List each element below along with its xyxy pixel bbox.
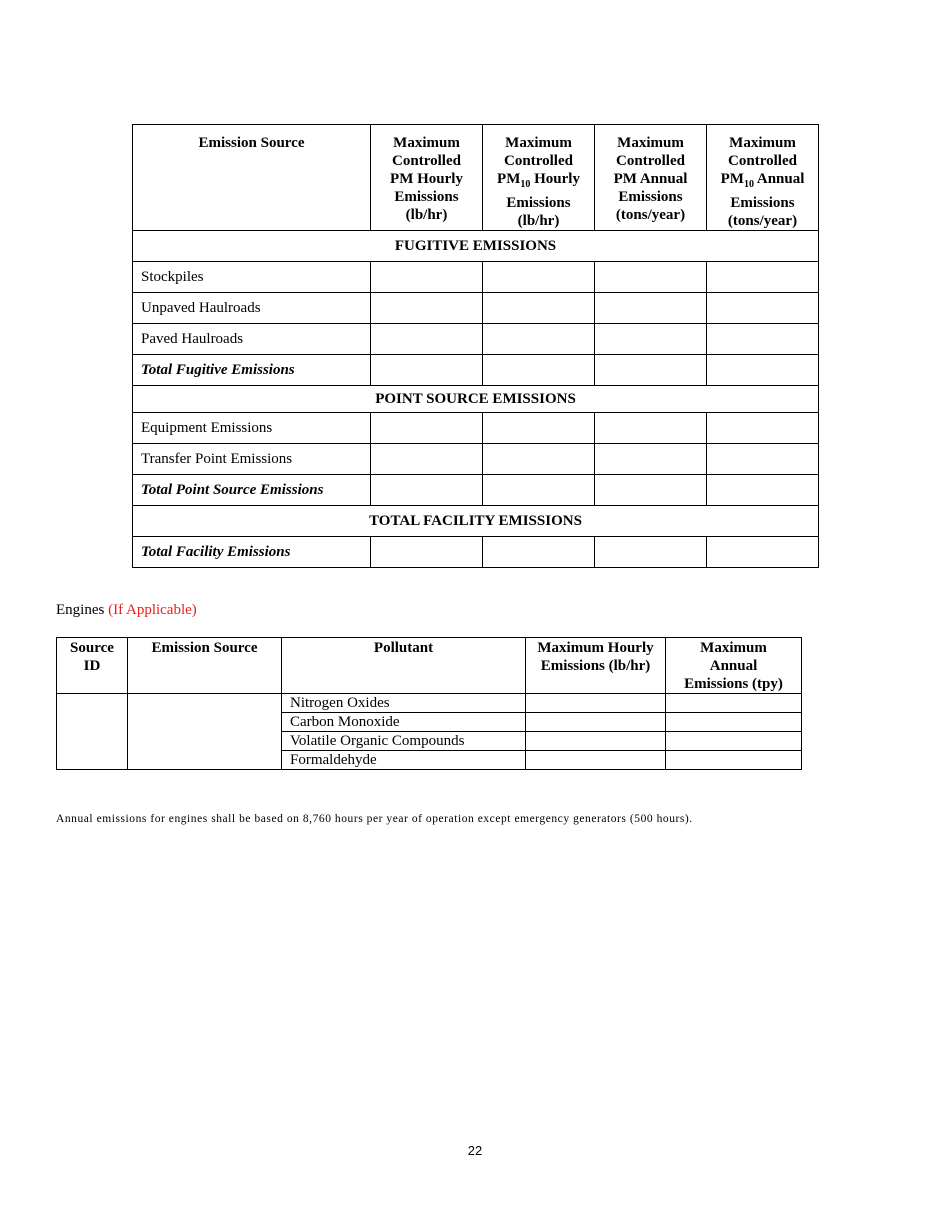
value-cell [595, 324, 707, 355]
value-cell [371, 293, 483, 324]
pollutant-cell: Carbon Monoxide [282, 713, 526, 732]
value-cell [371, 444, 483, 475]
value-cell [371, 355, 483, 386]
summary-header-row [133, 125, 819, 231]
header-line: Hourly [530, 171, 580, 187]
value-cell [371, 537, 483, 568]
value-cell [526, 713, 666, 732]
header-emission-source: Emission Source [128, 638, 282, 694]
value-cell [526, 732, 666, 751]
value-cell [707, 262, 819, 293]
table-row [133, 413, 819, 444]
header-line: (tons/year) [615, 207, 686, 223]
header-line: Emissions (lb/hr) [540, 658, 651, 674]
header-line: Maximum [729, 135, 796, 151]
header-line: Maximum [617, 135, 684, 151]
emission-source-cell [128, 694, 282, 770]
header-pm10-annual [707, 125, 819, 231]
header-line: Controlled [728, 153, 797, 169]
header-line: PM Annual [613, 171, 688, 187]
value-cell [371, 475, 483, 506]
section-row [133, 506, 819, 537]
table-row [133, 324, 819, 355]
annual-emissions-note: Annual emissions for engines shall be based on 8,760 hours per year of operation except emergency generators (500 hours). [56, 813, 693, 825]
value-cell [595, 537, 707, 568]
section-point-label: POINT SOURCE EMISSIONS [133, 386, 819, 413]
emissions-summary-table [132, 124, 819, 568]
header-line: Controlled [392, 153, 461, 169]
value-cell [666, 732, 802, 751]
header-line: Maximum Hourly [537, 640, 654, 656]
value-cell [707, 355, 819, 386]
header-line: Source [70, 640, 114, 656]
header-line: Maximum [700, 640, 767, 656]
header-line: Annual [753, 171, 805, 187]
total-facility-label: Total Facility Emissions [133, 537, 371, 568]
value-cell [707, 537, 819, 568]
value-cell [666, 751, 802, 770]
total-fugitive-label: Total Fugitive Emissions [133, 355, 371, 386]
header-line: (lb/hr) [405, 207, 448, 223]
row-label: Equipment Emissions [133, 413, 371, 444]
value-cell [526, 694, 666, 713]
engines-title: Engines [56, 602, 105, 618]
value-cell [707, 475, 819, 506]
pollutant-cell: Formaldehyde [282, 751, 526, 770]
header-line: Emissions [394, 189, 459, 205]
value-cell [371, 413, 483, 444]
header-line: Annual [709, 658, 758, 674]
total-row [133, 537, 819, 568]
total-point-label: Total Point Source Emissions [133, 475, 371, 506]
value-cell [595, 413, 707, 444]
header-pm10-hourly [483, 125, 595, 231]
total-row [133, 355, 819, 386]
value-cell [707, 293, 819, 324]
value-cell [595, 293, 707, 324]
header-line: Controlled [504, 153, 573, 169]
engines-table [56, 637, 802, 770]
header-max-hourly [526, 638, 666, 694]
pollutant-cell: Volatile Organic Compounds [282, 732, 526, 751]
header-pm-annual [595, 125, 707, 231]
header-line: Maximum [505, 135, 572, 151]
section-facility-label: TOTAL FACILITY EMISSIONS [133, 506, 819, 537]
header-pm-hourly [371, 125, 483, 231]
header-emission-source: Emission Source [133, 125, 371, 231]
value-cell [526, 751, 666, 770]
value-cell [483, 293, 595, 324]
value-cell [595, 262, 707, 293]
value-cell [666, 694, 802, 713]
table-row [133, 262, 819, 293]
header-line: Controlled [616, 153, 685, 169]
value-cell [483, 444, 595, 475]
header-pm: PM [720, 171, 744, 187]
header-line: (lb/hr) [517, 213, 560, 229]
header-line: Emissions (tpy) [684, 676, 783, 692]
section-row [133, 386, 819, 413]
header-pm: PM [497, 171, 521, 187]
header-pollutant: Pollutant [282, 638, 526, 694]
engines-heading [56, 602, 197, 619]
value-cell [707, 324, 819, 355]
header-line: Emissions [730, 195, 795, 211]
header-subscript: 10 [743, 179, 754, 190]
header-line: Emissions [618, 189, 683, 205]
header-source-id [57, 638, 128, 694]
header-line: Emissions [506, 195, 571, 211]
row-label: Unpaved Haulroads [133, 293, 371, 324]
table-row [133, 293, 819, 324]
header-line: ID [83, 658, 101, 674]
value-cell [371, 324, 483, 355]
header-line: Maximum [393, 135, 460, 151]
value-cell [483, 413, 595, 444]
value-cell [371, 262, 483, 293]
header-line: (tons/year) [727, 213, 798, 229]
engines-header-row [57, 638, 802, 694]
page-number: 22 [467, 1143, 483, 1158]
table-row [133, 444, 819, 475]
value-cell [707, 444, 819, 475]
row-label: Transfer Point Emissions [133, 444, 371, 475]
total-row [133, 475, 819, 506]
table-row [57, 694, 802, 713]
value-cell [483, 355, 595, 386]
header-subscript: 10 [520, 179, 531, 190]
value-cell [595, 355, 707, 386]
value-cell [483, 262, 595, 293]
engines-title-note: (If Applicable) [108, 602, 197, 618]
section-row [133, 231, 819, 262]
row-label: Stockpiles [133, 262, 371, 293]
value-cell [595, 475, 707, 506]
value-cell [666, 713, 802, 732]
header-line: PM Hourly [390, 171, 463, 187]
source-id-cell [57, 694, 128, 770]
value-cell [595, 444, 707, 475]
header-max-annual [666, 638, 802, 694]
row-label: Paved Haulroads [133, 324, 371, 355]
value-cell [483, 324, 595, 355]
value-cell [483, 475, 595, 506]
value-cell [707, 413, 819, 444]
value-cell [483, 537, 595, 568]
pollutant-cell: Nitrogen Oxides [282, 694, 526, 713]
section-fugitive-label: FUGITIVE EMISSIONS [133, 231, 819, 262]
